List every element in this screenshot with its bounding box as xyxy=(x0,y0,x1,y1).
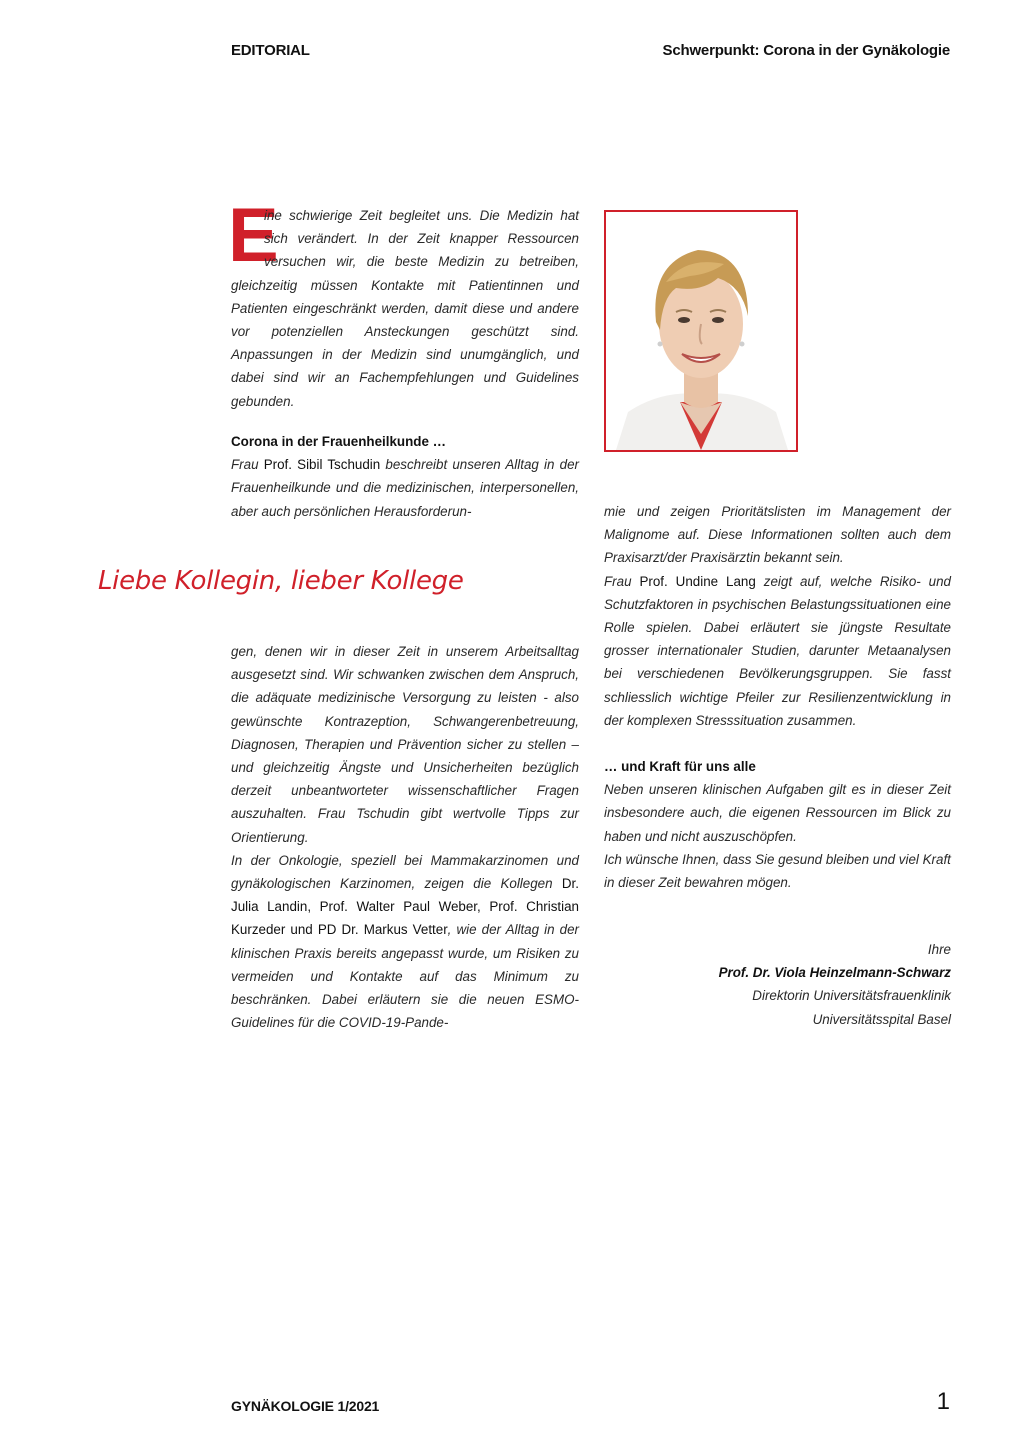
intro-text: ine schwierige Zeit begleitet uns. Die Medizin hat sich verändert. In der Zeit knapper Ressourcen versuchen wir, die beste Medizin zu betreiben, gleichzeitig müssen Kontakte mit Patientinnen und Patienten eingeschränkt werden, damit diese und andere vor potenziellen Ansteckungen geschützt sind. Anpassungen in der Medizin sind unumgänglich, und dabei sind wir an Fachempfehlungen und Guidelines gebunden. xyxy=(231,208,579,409)
signature-role: Direktorin Universitätsfrauenklinik xyxy=(752,988,951,1004)
author-name: Prof. Sibil Tschudin xyxy=(263,457,381,473)
subheading-frauenheilkunde: Corona in der Frauenheilkunde … xyxy=(231,434,447,449)
signature-closing: Ihre xyxy=(927,942,951,957)
paragraph-frauenheilkunde: Frau Prof. Sibil Tschudin beschreibt unseren Alltag in der Frauenheilkunde und die medizinischen, interpersonellen, aber auch persönlichen Herausforderun- xyxy=(231,457,579,519)
paragraph-wunsch: Ich wünsche Ihnen, dass Sie gesund bleiben und viel Kraft in dieser Zeit bewahren mögen. xyxy=(604,851,951,891)
author-name-lang: Prof. Undine Lang xyxy=(639,573,756,589)
page-title: Liebe Kollegin, lieber Kollege xyxy=(98,566,464,596)
signature-institution: Universitätsspital Basel xyxy=(812,1011,951,1027)
signature-block xyxy=(719,938,951,1031)
author-names: Dr. Julia Landin, Prof. Walter Paul Weber, Prof. Christian Kurzeder und PD Dr. Markus Vetter xyxy=(231,876,579,938)
intro-paragraph xyxy=(228,193,579,413)
paragraph-continued: gen, denen wir in dieser Zeit in unserem Arbeitsalltag ausgesetzt sind. Wir schwanken zwischen dem Anspruch, die adäquate medizinische Versorgung zu leisten - also gewünschte Kontrazeption, Schwangerenbetreuung, Diagnosen, Therapien und Prävention sicher zu stellen – und gleichzeitig Ängste und Unsicherheiten bezüglich derzeit unbeantworteter wissenschaftlicher Fragen auszuhalten. Frau Tschudin gibt wertvolle Tipps zur Orientierung. xyxy=(231,644,579,845)
spacer xyxy=(604,732,951,755)
author-portrait xyxy=(604,210,798,452)
signature-name: Prof. Dr. Viola Heinzelmann-Schwarz xyxy=(718,965,951,981)
drop-cap: E xyxy=(228,193,277,278)
paragraph-psychologie: Frau Prof. Undine Lang zeigt auf, welche Risiko- und Schutzfaktoren in psychischen Belastungssituationen eine Rolle spielen. Dabei erläutert sie jüngste Resultate grosser internationaler Studien, darunter Metaanalysen bei verschiedenen Bevölkerungsgruppen. Sie fasst schliesslich wichtige Pfeiler zur Resilienzentwicklung in der komplexen Stresssituation zusammen. xyxy=(604,573,951,728)
paragraph-ressourcen: Neben unseren klinischen Aufgaben gilt es in dieser Zeit insbesondere auch, die eigenen Ressourcen im Blick zu haben und nicht auszuschöpfen. xyxy=(604,782,951,844)
continued-column xyxy=(231,640,579,1034)
right-column xyxy=(604,500,951,894)
portrait-image xyxy=(606,212,796,450)
section-frauenheilkunde xyxy=(231,430,579,523)
paragraph-oncology: In der Onkologie, speziell bei Mammakarzinomen und gynäkologischen Karzinomen, zeigen die Kollegen Dr. Julia Landin, Prof. Walter Paul Weber, Prof. Christian Kurzeder und PD Dr. Markus Vetter, wie der Alltag in der klinischen Praxis bereits angepasst wurde, um Risiken zu vermeiden und Kontakte auf das Minimum zu beschränken. Dabei erläutern sie die neuen ESMO-Guidelines für die COVID-19-Pande- xyxy=(231,852,580,1031)
section-label: EDITORIAL xyxy=(231,42,310,59)
paragraph-malignome: mie und zeigen Prioritätslisten im Management der Malignome auf. Diese Informationen sollten auch dem Praxisarzt/der Praxisärztin bekannt sein. xyxy=(604,504,951,566)
journal-issue: GYNÄKOLOGIE 1/2021 xyxy=(231,1398,380,1414)
page-number: 1 xyxy=(936,1388,950,1415)
topic-label: Schwerpunkt: Corona in der Gynäkologie xyxy=(662,42,950,59)
subheading-kraft: … und Kraft für uns alle xyxy=(604,759,756,775)
